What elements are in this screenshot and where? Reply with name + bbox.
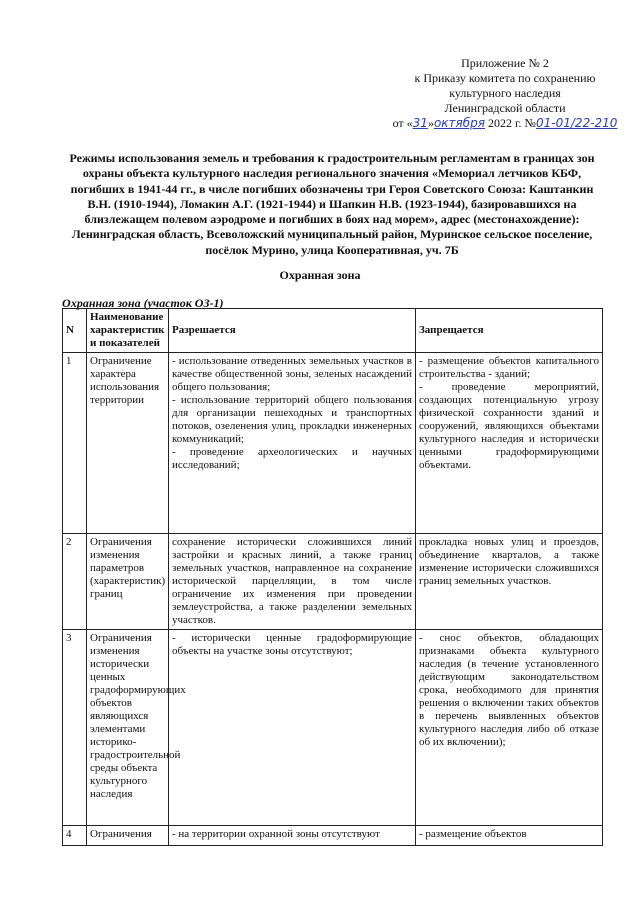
table-row [63,630,603,826]
table-row [63,826,603,846]
row-characteristic: Ограничения изменения исторически ценных градоформирующих объектов являющихся элементами историко-градостроительной среды объекта культурного наследия [87,630,169,826]
row-characteristic: Ограничения [87,826,169,846]
document-title: Режимы использования земель и требования к градостроительным регламентам в границах зон охраны объекта культурного наследия регионального значения «Мемориал летчиков КБФ, погибших в 1941-44 гг., в числе погибших обозначены три Героя Советского Союза: Каштанкин В.Н. (1910-1944), Ломакин А.Г. (1921-1944) и Шапкин Н.В. (1923-1944), базировавшихся на близлежащем полевом аэродроме и погибших в боях над морем», адрес (местонахождение): Ленинградская область, Всеволожский муниципальный район, Муринское сельское поселение, посёлок Мурино, улица Кооперативная, уч. 7Б [69,151,595,257]
date-prefix: от « [392,116,413,130]
row-forbidden: - размещение объектов капитального строительства - зданий; - проведение мероприятий, создающих потенциальную угрозу физической сохранности зданий и сооружений, являющихся объектами культурного наследия и исторически ценными градоформирующими объектами. [416,353,603,534]
table-row [63,353,603,534]
order-reference: к Приказу комитета по сохранению [414,71,596,85]
region-name: Ленинградской области [444,101,566,115]
zone-subheading: Охранная зона (участок ОЗ-1) [62,296,224,310]
order-number: 01-01/22-210 [536,116,618,130]
header-number: N [63,309,87,353]
header-forbidden: Запрещается [416,309,603,353]
zone-heading: Охранная зона [279,268,361,282]
row-number: 1 [63,353,87,534]
row-characteristic: Ограничение характера использования территории [87,353,169,534]
row-forbidden: прокладка новых улиц и проездов, объединение кварталов, а также изменение исторически сложившихся границ земельных участков. [416,534,603,630]
row-number: 3 [63,630,87,826]
table-header-row [63,309,603,353]
appendix-header [380,56,630,131]
row-allowed: сохранение исторически сложившихся линий застройки и красных линий, а также границ земельных участков, направленное на сохранение исторической парцелляции, в том числе ограничение их изменения при проведении землеустройства, а также разделении земельных участков. [169,534,416,630]
row-allowed: - на территории охранной зоны отсутствуют [169,826,416,846]
row-characteristic: Ограничения изменения параметров (характеристик) границ [87,534,169,630]
regime-table [62,308,603,846]
row-number: 2 [63,534,87,630]
committee-name: культурного наследия [449,86,561,100]
order-date-line [380,116,630,131]
date-day: 31 [412,116,428,130]
header-allowed: Разрешается [169,309,416,353]
row-allowed: - исторически ценные градоформирующие объекты на участке зоны отсутствуют; [169,630,416,826]
row-allowed: - использование отведенных земельных участков в качестве общественной зоны, зеленых насаждений общего пользования; - использование территорий общего пользования для организации пешеходных и транспортных потоков, озеленения улиц, прокладки инженерных коммуникаций; - проведение археологических и научных исследований; [169,353,416,534]
row-forbidden: - снос объектов, обладающих признаками объекта культурного наследия (в течение установленного действующим законодательством срока, необходимого для принятия решения о включении таких объектов в перечень выявленных объектов культурного наследия либо об отказе об их включении); [416,630,603,826]
date-year: 2022 г. № [484,116,537,130]
date-mid: » [427,116,434,130]
table-row [63,534,603,630]
appendix-number: Приложение № 2 [461,56,549,70]
header-characteristic: Наименование характеристик и показателей [87,309,169,353]
row-forbidden: - размещение объектов [416,826,603,846]
row-number: 4 [63,826,87,846]
date-month: октября [433,116,485,130]
